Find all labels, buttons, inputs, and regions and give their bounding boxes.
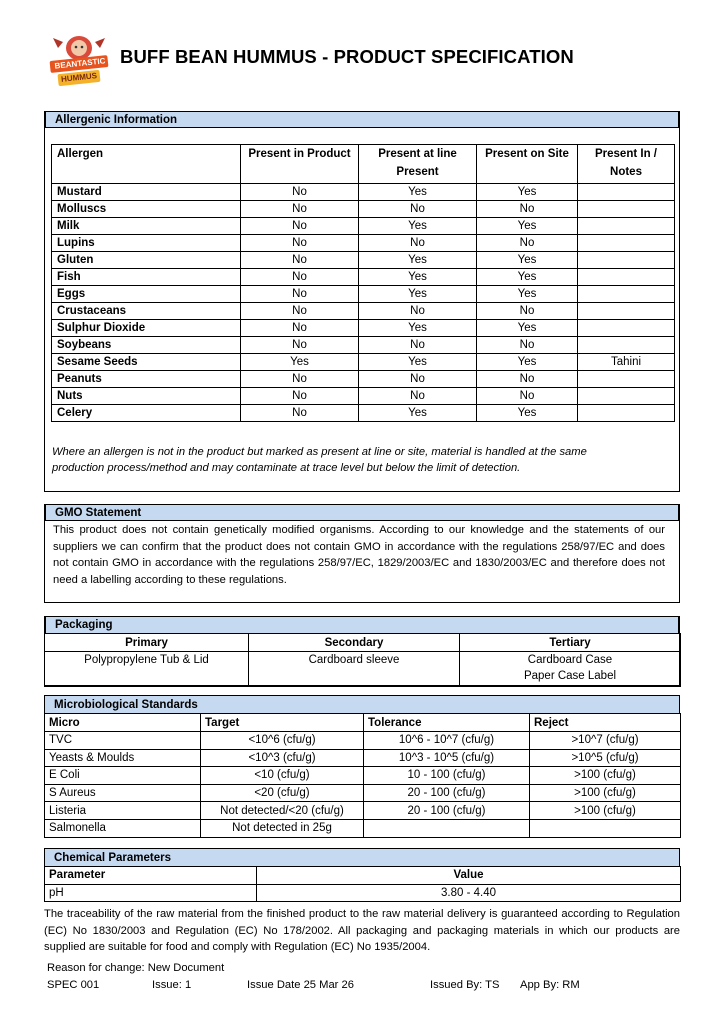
allergen-name: Peanuts bbox=[52, 371, 241, 388]
micro-target: Not detected/<20 (cfu/g) bbox=[201, 802, 364, 820]
col-allergen: Allergen bbox=[52, 145, 241, 184]
allergen-row bbox=[52, 269, 675, 286]
chemical-param: pH bbox=[45, 884, 257, 902]
packaging-table bbox=[44, 633, 681, 687]
allergen-notes bbox=[578, 252, 675, 269]
col-present-on-site: Present on Site bbox=[477, 145, 578, 184]
allergen-row bbox=[52, 252, 675, 269]
micro-reject: >10^7 (cfu/g) bbox=[530, 732, 681, 750]
allergen-name: Mustard bbox=[52, 184, 241, 201]
present-at-line: Yes bbox=[359, 269, 477, 286]
allergen-row bbox=[52, 184, 675, 201]
logo-text-bottom: HUMMUS bbox=[60, 71, 98, 84]
micro-name: Yeasts & Moulds bbox=[45, 749, 201, 767]
micro-tolerance bbox=[364, 819, 530, 837]
present-in-product: No bbox=[241, 405, 359, 422]
packaging-secondary-header: Secondary bbox=[249, 634, 460, 652]
present-at-line: No bbox=[359, 388, 477, 405]
micro-table bbox=[44, 713, 681, 838]
present-on-site: Yes bbox=[477, 218, 578, 235]
reason-for-change: Reason for change: New Document bbox=[47, 962, 225, 974]
micro-reject: >100 (cfu/g) bbox=[530, 784, 681, 802]
present-in-product: No bbox=[241, 371, 359, 388]
packaging-primary-value: Polypropylene Tub & Lid bbox=[45, 652, 249, 687]
allergen-name: Molluscs bbox=[52, 201, 241, 218]
present-at-line: Yes bbox=[359, 320, 477, 337]
present-in-product: No bbox=[241, 235, 359, 252]
allergen-notes bbox=[578, 235, 675, 252]
micro-row bbox=[45, 819, 681, 837]
gmo-section-title: GMO Statement bbox=[45, 504, 679, 521]
allergen-notes bbox=[578, 269, 675, 286]
micro-col-target: Target bbox=[201, 714, 364, 732]
allergen-row bbox=[52, 201, 675, 218]
micro-name: E Coli bbox=[45, 767, 201, 785]
allergen-table bbox=[51, 144, 675, 422]
allergen-name: Soybeans bbox=[52, 337, 241, 354]
micro-name: Listeria bbox=[45, 802, 201, 820]
micro-col-reject: Reject bbox=[530, 714, 681, 732]
col-present-in-product: Present in Product bbox=[241, 145, 359, 184]
present-at-line: Yes bbox=[359, 252, 477, 269]
present-in-product: Yes bbox=[241, 354, 359, 371]
logo-text-top: BEANTASTIC bbox=[54, 56, 106, 71]
packaging-tertiary-header: Tertiary bbox=[460, 634, 681, 652]
allergen-notes bbox=[578, 184, 675, 201]
allergen-row bbox=[52, 218, 675, 235]
micro-name: TVC bbox=[45, 732, 201, 750]
allergen-notes bbox=[578, 201, 675, 218]
present-on-site: No bbox=[477, 235, 578, 252]
micro-row bbox=[45, 802, 681, 820]
micro-target: <10^3 (cfu/g) bbox=[201, 749, 364, 767]
present-in-product: No bbox=[241, 320, 359, 337]
micro-row bbox=[45, 784, 681, 802]
packaging-tertiary-value: Cardboard Case Paper Case Label bbox=[460, 652, 681, 687]
micro-reject bbox=[530, 819, 681, 837]
micro-target: <20 (cfu/g) bbox=[201, 784, 364, 802]
present-on-site: Yes bbox=[477, 286, 578, 303]
allergen-notes bbox=[578, 218, 675, 235]
present-on-site: No bbox=[477, 371, 578, 388]
spec-number: SPEC 001 bbox=[47, 979, 100, 991]
gmo-statement: This product does not contain genetically modified organisms. According to our knowledge and the statements of our suppliers we can confirm that the product does not contain GMO in accordance with the regulations 258/97/EC and does not contain GMO in accordance with the regulations 258/97/EC, 1829/2003/EC and 1830/2003/EC and therefore does not need a labelling according to these regulations. bbox=[53, 524, 665, 586]
chemical-col-parameter: Parameter bbox=[45, 867, 257, 885]
present-on-site: Yes bbox=[477, 405, 578, 422]
allergen-name: Sulphur Dioxide bbox=[52, 320, 241, 337]
micro-reject: >100 (cfu/g) bbox=[530, 767, 681, 785]
allergen-name: Lupins bbox=[52, 235, 241, 252]
col-notes: Present In / Notes bbox=[578, 145, 675, 184]
allergen-notes bbox=[578, 303, 675, 320]
allergen-notes bbox=[578, 405, 675, 422]
allergen-name: Crustaceans bbox=[52, 303, 241, 320]
issue-date: Issue Date 25 Mar 26 bbox=[247, 979, 354, 991]
present-at-line: Yes bbox=[359, 405, 477, 422]
present-in-product: No bbox=[241, 269, 359, 286]
present-at-line: Yes bbox=[359, 286, 477, 303]
present-in-product: No bbox=[241, 337, 359, 354]
allergen-notes: Tahini bbox=[578, 354, 675, 371]
micro-tolerance: 20 - 100 (cfu/g) bbox=[364, 784, 530, 802]
micro-reject: >10^5 (cfu/g) bbox=[530, 749, 681, 767]
present-at-line: No bbox=[359, 201, 477, 218]
allergen-row bbox=[52, 405, 675, 422]
chemical-table bbox=[44, 866, 681, 902]
brand-logo bbox=[48, 28, 110, 90]
micro-tolerance: 10^6 - 10^7 (cfu/g) bbox=[364, 732, 530, 750]
present-at-line: Yes bbox=[359, 184, 477, 201]
present-on-site: No bbox=[477, 337, 578, 354]
present-on-site: Yes bbox=[477, 320, 578, 337]
traceability-statement: The traceability of the raw material from the finished product to the raw material delivery is guaranteed according to Regulation (EC) No 1830/2003 and Regulation (EC) No 178/2002. All packaging and packaging materials in which our products are supplied are suitable for food and comply with Regulation (EC) No 1935/2004. bbox=[44, 908, 680, 954]
present-at-line: No bbox=[359, 235, 477, 252]
packaging-secondary-value: Cardboard sleeve bbox=[249, 652, 460, 687]
present-at-line: Yes bbox=[359, 354, 477, 371]
allergen-row bbox=[52, 303, 675, 320]
micro-row bbox=[45, 767, 681, 785]
allergen-notes bbox=[578, 286, 675, 303]
allergen-notes bbox=[578, 371, 675, 388]
allergen-notes bbox=[578, 388, 675, 405]
micro-col-tolerance: Tolerance bbox=[364, 714, 530, 732]
present-at-line: No bbox=[359, 303, 477, 320]
allergen-section-title: Allergenic Information bbox=[45, 111, 679, 128]
chemical-section-title: Chemical Parameters bbox=[44, 848, 680, 867]
micro-col-micro: Micro bbox=[45, 714, 201, 732]
present-at-line: Yes bbox=[359, 218, 477, 235]
present-in-product: No bbox=[241, 303, 359, 320]
present-in-product: No bbox=[241, 388, 359, 405]
allergen-row bbox=[52, 235, 675, 252]
col-present-at-line: Present at line Present bbox=[359, 145, 477, 184]
present-on-site: Yes bbox=[477, 354, 578, 371]
present-in-product: No bbox=[241, 286, 359, 303]
present-in-product: No bbox=[241, 184, 359, 201]
micro-target: <10^6 (cfu/g) bbox=[201, 732, 364, 750]
micro-target: Not detected in 25g bbox=[201, 819, 364, 837]
micro-name: Salmonella bbox=[45, 819, 201, 837]
present-in-product: No bbox=[241, 201, 359, 218]
issue-number: Issue: 1 bbox=[152, 979, 192, 991]
present-at-line: No bbox=[359, 337, 477, 354]
micro-row bbox=[45, 732, 681, 750]
present-in-product: No bbox=[241, 252, 359, 269]
micro-name: S Aureus bbox=[45, 784, 201, 802]
present-on-site: Yes bbox=[477, 252, 578, 269]
micro-tolerance: 20 - 100 (cfu/g) bbox=[364, 802, 530, 820]
page-title: BUFF BEAN HUMMUS - PRODUCT SPECIFICATION bbox=[120, 46, 574, 67]
allergen-name: Celery bbox=[52, 405, 241, 422]
allergen-row bbox=[52, 337, 675, 354]
allergen-row bbox=[52, 286, 675, 303]
allergen-name: Milk bbox=[52, 218, 241, 235]
packaging-primary-header: Primary bbox=[45, 634, 249, 652]
present-on-site: No bbox=[477, 303, 578, 320]
allergen-name: Eggs bbox=[52, 286, 241, 303]
present-at-line: No bbox=[359, 371, 477, 388]
allergen-notes bbox=[578, 320, 675, 337]
allergen-note: Where an allergen is not in the product but marked as present at line or site, material is handled at the same production process/method and may contaminate at trace level but below the limit of detection. bbox=[52, 446, 587, 474]
micro-reject: >100 (cfu/g) bbox=[530, 802, 681, 820]
packaging-section-title: Packaging bbox=[45, 616, 679, 633]
chemical-col-value: Value bbox=[257, 867, 681, 885]
allergen-name: Nuts bbox=[52, 388, 241, 405]
allergen-name: Gluten bbox=[52, 252, 241, 269]
allergen-row bbox=[52, 320, 675, 337]
allergen-row bbox=[52, 371, 675, 388]
micro-section-title: Microbiological Standards bbox=[44, 695, 680, 714]
allergen-row bbox=[52, 388, 675, 405]
micro-tolerance: 10 - 100 (cfu/g) bbox=[364, 767, 530, 785]
allergen-name: Fish bbox=[52, 269, 241, 286]
micro-target: <10 (cfu/g) bbox=[201, 767, 364, 785]
present-on-site: No bbox=[477, 201, 578, 218]
present-on-site: Yes bbox=[477, 269, 578, 286]
micro-row bbox=[45, 749, 681, 767]
chemical-value: 3.80 - 4.40 bbox=[257, 884, 681, 902]
allergen-name: Sesame Seeds bbox=[52, 354, 241, 371]
issued-by: Issued By: TS bbox=[430, 979, 500, 991]
approved-by: App By: RM bbox=[520, 979, 580, 991]
micro-tolerance: 10^3 - 10^5 (cfu/g) bbox=[364, 749, 530, 767]
allergen-notes bbox=[578, 337, 675, 354]
present-in-product: No bbox=[241, 218, 359, 235]
present-on-site: Yes bbox=[477, 184, 578, 201]
present-on-site: No bbox=[477, 388, 578, 405]
allergen-row bbox=[52, 354, 675, 371]
